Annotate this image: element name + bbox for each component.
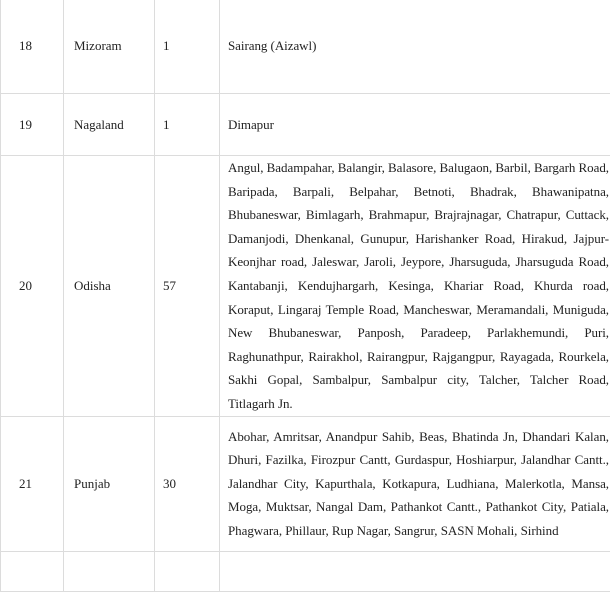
station-list: Abohar, Amritsar, Anandpur Sahib, Beas, Bhatinda Jn, Dhandari Kalan, Dhuri, Fazilka, Firozpur Cantt, Gurdaspur, Hoshiarpur, Jalandhar Cantt., Jalandhar City, Kapurthala, Kotkapura, Ludhiana, Malerkotla, Mansa, Moga, Muktsar, Nangal Dam, Pathankot Cantt., Pathankot City, Patiala, Phagwara, Phillaur, Rup Nagar, Sangrur, SASN Mohali, Sirhind (228, 425, 609, 543)
station-list: Sairang (Aizawl) (228, 34, 609, 58)
stations-cell (220, 156, 610, 417)
state-name: Odisha (74, 278, 111, 293)
table-row (1, 156, 610, 417)
stations-cell (220, 0, 610, 94)
count-cell (155, 156, 220, 417)
row-number-cell (1, 156, 64, 417)
row-number: 21 (19, 476, 32, 491)
count-cell (155, 0, 220, 94)
stations-cell (220, 94, 610, 156)
station-list: Dimapur (228, 113, 609, 137)
table-row (1, 416, 610, 551)
row-number: 20 (19, 278, 32, 293)
state-cell (64, 416, 155, 551)
station-count: 57 (163, 278, 176, 293)
station-count: 1 (163, 38, 170, 53)
state-cell (64, 0, 155, 94)
row-number: 18 (19, 38, 32, 53)
row-number-cell (1, 551, 64, 591)
row-number-cell (1, 0, 64, 94)
state-name: Mizoram (74, 38, 122, 53)
row-number-cell (1, 416, 64, 551)
station-count: 30 (163, 476, 176, 491)
count-cell (155, 551, 220, 591)
row-number-cell (1, 94, 64, 156)
stations-cell (220, 416, 610, 551)
table-row-partial (1, 551, 610, 591)
row-number: 19 (19, 117, 32, 132)
station-count: 1 (163, 117, 170, 132)
station-list: Angul, Badampahar, Balangir, Balasore, Balugaon, Barbil, Bargarh Road, Baripada, Barpali, Belpahar, Betnoti, Bhadrak, Bhawanipatna, Bhubaneswar, Bimlagarh, Brahmapur, Brajrajnagar, Chatrapur, Cuttack, Damanjodi, Dhenkanal, Gunupur, Harishanker Road, Hirakud, Jajpur-Keonjhar road, Jaleswar, Jaroli, Jeypore, Jharsuguda, Jharsuguda Road, Kantabanji, Kendujhargarh, Kesinga, Khariar Road, Khurda road, Koraput, Lingaraj Temple Road, Mancheswar, Meramandali, Muniguda, New Bhubaneswar, Panposh, Paradeep, Parlakhemundi, Puri, Raghunathpur, Rairakhol, Rairangpur, Rajgangpur, Rayagada, Rourkela, Sakhi Gopal, Sambalpur, Sambalpur city, Talcher, Talcher Road, Titlagarh Jn. (228, 156, 609, 416)
state-name: Nagaland (74, 117, 124, 132)
count-cell (155, 416, 220, 551)
stations-cell (220, 551, 610, 591)
table-row (1, 0, 610, 94)
table-row (1, 94, 610, 156)
count-cell (155, 94, 220, 156)
state-cell (64, 94, 155, 156)
state-name: Punjab (74, 476, 110, 491)
state-cell (64, 551, 155, 591)
state-cell (64, 156, 155, 417)
